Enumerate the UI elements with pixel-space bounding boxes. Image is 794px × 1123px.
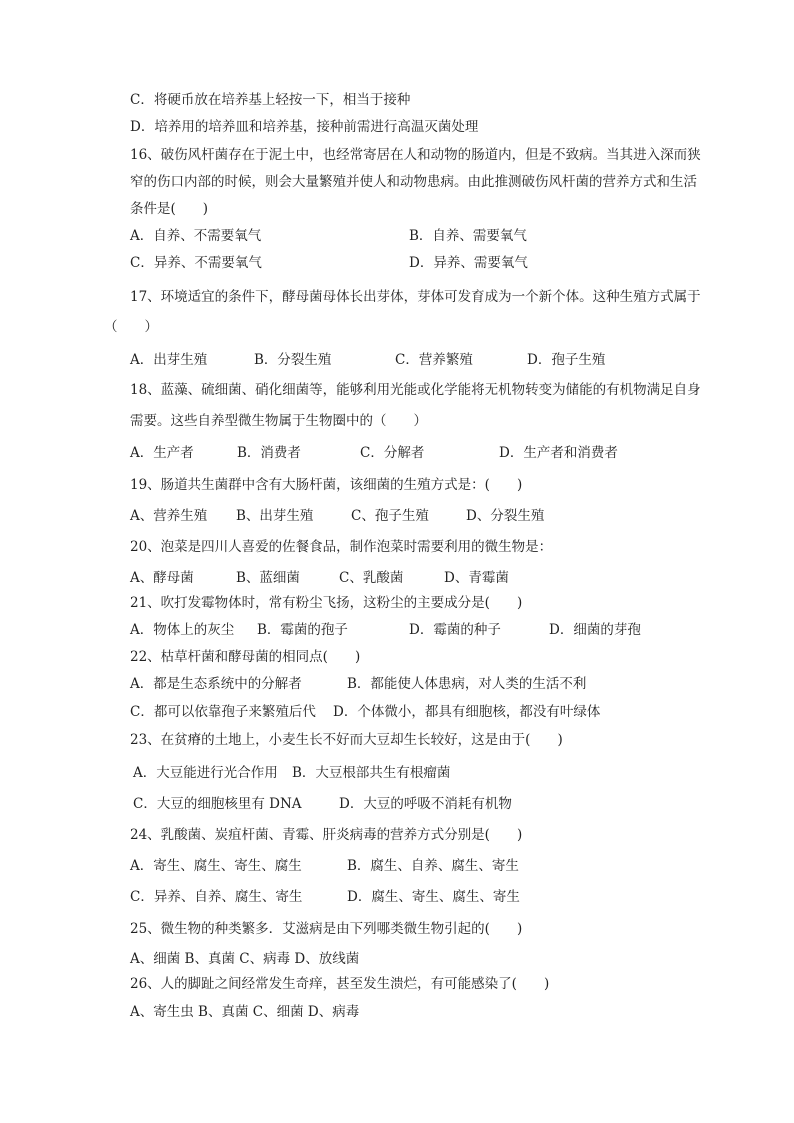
q24-option-b: B．腐生、自养、腐生、寄生 [347,858,519,874]
q17-option-d: D．孢子生殖 [527,352,606,368]
q20-option-a: A、酵母菌 [130,570,194,586]
q24-option-c: C．异养、自养、腐生、寄生 [130,889,303,905]
q16-option-b: B．自养、需要氧气 [409,228,527,244]
q16-option-d: D．异养、需要氧气 [409,255,528,271]
question-16-stem: 16、破伤风杆菌存在于泥土中，也经常寄居在人和动物的肠道内，但是不致病。当其进入深而狭 [130,147,701,163]
q19-option-a: A、营养生殖 [130,508,208,524]
question-25-stem: 25、微生物的种类繁多．艾滋病是由下列哪类微生物引起的( ) [130,921,523,937]
question-17-stem: 17、环境适宜的条件下，酵母菌母体长出芽体，芽体可发育成为一个新个体。这种生殖方式属于 [130,289,701,305]
q23-option-d: D．大豆的呼吸不消耗有机物 [339,796,512,812]
question-23-stem: 23、在贫瘠的土地上，小麦生长不好而大豆却生长较好，这是由于( ) [130,732,563,748]
q25-options: A、细菌 B、真菌 C、病毒 D、放线菌 [130,951,360,967]
q21-option-b: B．霉菌的孢子 [257,622,348,638]
q22-option-d: D．个体微小，都具有细胞核，都没有叶绿体 [333,704,601,720]
q20-option-d: D、青霉菌 [444,570,509,586]
q19-option-d: D、分裂生殖 [466,508,545,524]
question-17-stem: （ ） [104,319,158,335]
question-18-stem: 18、蓝藻、硫细菌、硝化细菌等，能够利用光能或化学能将无机物转变为储能的有机物满足自身 [130,382,701,398]
q18-option-d: D．生产者和消费者 [499,445,618,461]
q17-option-b: B．分裂生殖 [254,352,332,368]
q20-option-b: B、蓝细菌 [236,570,300,586]
q23-option-b: B．大豆根部共生有根瘤菌 [292,765,451,781]
question-24-stem: 24、乳酸菌、炭疽杆菌、青霉、肝炎病毒的营养方式分别是( ) [130,827,523,843]
q17-option-c: C．营养繁殖 [395,352,473,368]
question-20-stem: 20、泡菜是四川人喜爱的佐餐食品，制作泡菜时需要利用的微生物是： [130,539,553,555]
q18-option-b: B．消费者 [237,445,301,461]
q22-option-b: B．都能使人体患病，对人类的生活不利 [347,676,587,692]
q21-option-a: A．物体上的灰尘 [130,622,235,638]
option-line: D．培养用的培养皿和培养基，接种前需进行高温灭菌处理 [130,119,479,135]
q18-option-a: A．生产者 [130,445,194,461]
question-26-stem: 26、人的脚趾之间经常发生奇痒，甚至发生溃烂，有可能感染了( ) [130,976,550,992]
q22-option-c: C．都可以依靠孢子来繁殖后代 [130,704,316,720]
q26-options: A、寄生虫 B、真菌 C、细菌 D、病毒 [130,1004,360,1020]
q17-option-a: A．出芽生殖 [130,352,208,368]
q22-option-a: A．都是生态系统中的分解者 [130,676,302,692]
q16-option-c: C．异养、不需要氧气 [130,255,262,271]
question-22-stem: 22、枯草杆菌和酵母菌的相同点( ) [130,649,361,665]
question-21-stem: 21、吹打发霉物体时，常有粉尘飞扬，这粉尘的主要成分是( ) [130,595,523,611]
question-16-stem: 条件是( ) [130,201,209,217]
option-line: C．将硬币放在培养基上轻按一下，相当于接种 [130,92,411,108]
question-18-stem: 需要。这些自养型微生物属于生物圈中的（ ） [130,413,427,429]
question-19-stem: 19、肠道共生菌群中含有大肠杆菌，该细菌的生殖方式是：( ) [130,477,523,493]
q24-option-d: D．腐生、寄生、腐生、寄生 [347,889,520,905]
q19-option-c: C、孢子生殖 [351,508,429,524]
q21-option-c: D．霉菌的种子 [409,622,501,638]
q21-option-d: D．细菌的芽孢 [549,622,641,638]
q16-option-a: A．自养、不需要氧气 [130,228,262,244]
q23-option-a: A．大豆能进行光合作用 [133,765,278,781]
question-16-stem: 窄的伤口内部的时候，则会大量繁殖并使人和动物患病。由此推测破伤风杆菌的营养方式和生活 [130,174,697,190]
q20-option-c: C、乳酸菌 [339,570,404,586]
q24-option-a: A．寄生、腐生、寄生、腐生 [130,858,302,874]
q19-option-b: B、出芽生殖 [236,508,314,524]
q18-option-c: C．分解者 [360,445,425,461]
q23-option-c: C．大豆的细胞核里有 DNA [133,796,302,812]
